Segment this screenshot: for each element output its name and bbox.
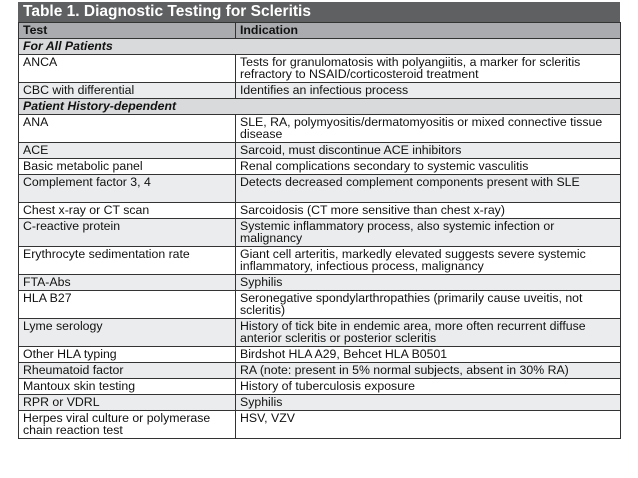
table-row (19, 290, 621, 318)
indication-cell: History of tuberculosis exposure (236, 378, 621, 394)
indication-cell: History of tick bite in endemic area, more often recurrent diffuse anterior scleritis or posterior scleritis (236, 318, 621, 346)
test-cell: HLA B27 (19, 290, 236, 318)
indication-cell: HSV, VZV (236, 410, 621, 438)
table-row (19, 114, 621, 142)
indication-cell: Sarcoid, must discontinue ACE inhibitors (236, 142, 621, 158)
test-cell: CBC with differential (19, 82, 236, 98)
table-row (19, 142, 621, 158)
section-label: Patient History-dependent (19, 98, 621, 114)
table-row (19, 346, 621, 362)
table-row (19, 362, 621, 378)
table-title: Table 1. Diagnostic Testing for Scleritis (18, 2, 620, 22)
column-header-test: Test (19, 23, 236, 39)
test-cell: Complement factor 3, 4 (19, 174, 236, 202)
header-row (19, 23, 621, 39)
table-row (19, 202, 621, 218)
indication-cell: Seronegative spondylarthropathies (primarily cause uveitis, not scleritis) (236, 290, 621, 318)
table-row (19, 318, 621, 346)
indication-cell: Giant cell arteritis, markedly elevated suggests severe systemic inflammatory, infectious process, malignancy (236, 246, 621, 274)
indication-cell: Systemic inflammatory process, also systemic infection or malignancy (236, 218, 621, 246)
diagnostic-table (18, 2, 620, 439)
indication-cell: Syphilis (236, 394, 621, 410)
column-header-indication: Indication (236, 23, 621, 39)
indication-cell: RA (note: present in 5% normal subjects, absent in 30% RA) (236, 362, 621, 378)
test-cell: RPR or VDRL (19, 394, 236, 410)
indication-cell: SLE, RA, polymyositis/dermatomyositis or mixed connective tissue disease (236, 114, 621, 142)
test-cell: Basic metabolic panel (19, 158, 236, 174)
test-cell: Other HLA typing (19, 346, 236, 362)
table-row (19, 158, 621, 174)
test-cell: ACE (19, 142, 236, 158)
table-row (19, 394, 621, 410)
test-cell: C-reactive protein (19, 218, 236, 246)
section-label: For All Patients (19, 38, 621, 54)
test-cell: Erythrocyte sedimentation rate (19, 246, 236, 274)
table-row (19, 218, 621, 246)
section-row-all-patients (19, 38, 621, 54)
test-cell: Rheumatoid factor (19, 362, 236, 378)
indication-cell: Identifies an infectious process (236, 82, 621, 98)
table-row (19, 174, 621, 202)
indication-cell: Birdshot HLA A29, Behcet HLA B0501 (236, 346, 621, 362)
indication-cell: Renal complications secondary to systemic vasculitis (236, 158, 621, 174)
table-row (19, 410, 621, 438)
test-cell: FTA-Abs (19, 274, 236, 290)
indication-cell: Tests for granulomatosis with polyangiitis, a marker for scleritis refractory to NSAID/corticosteroid treatment (236, 54, 621, 82)
test-cell: Chest x-ray or CT scan (19, 202, 236, 218)
indication-cell: Sarcoidosis (CT more sensitive than chest x-ray) (236, 202, 621, 218)
table-row (19, 378, 621, 394)
table-row (19, 246, 621, 274)
indication-cell: Syphilis (236, 274, 621, 290)
test-cell: ANCA (19, 54, 236, 82)
section-row-history-dependent (19, 98, 621, 114)
indication-cell: Detects decreased complement components present with SLE (236, 174, 621, 202)
table-row (19, 54, 621, 82)
test-cell: Mantoux skin testing (19, 378, 236, 394)
test-cell: Lyme serology (19, 318, 236, 346)
test-cell: Herpes viral culture or polymerase chain reaction test (19, 410, 236, 438)
table-grid (18, 22, 621, 439)
table-row (19, 274, 621, 290)
test-cell: ANA (19, 114, 236, 142)
table-row (19, 82, 621, 98)
